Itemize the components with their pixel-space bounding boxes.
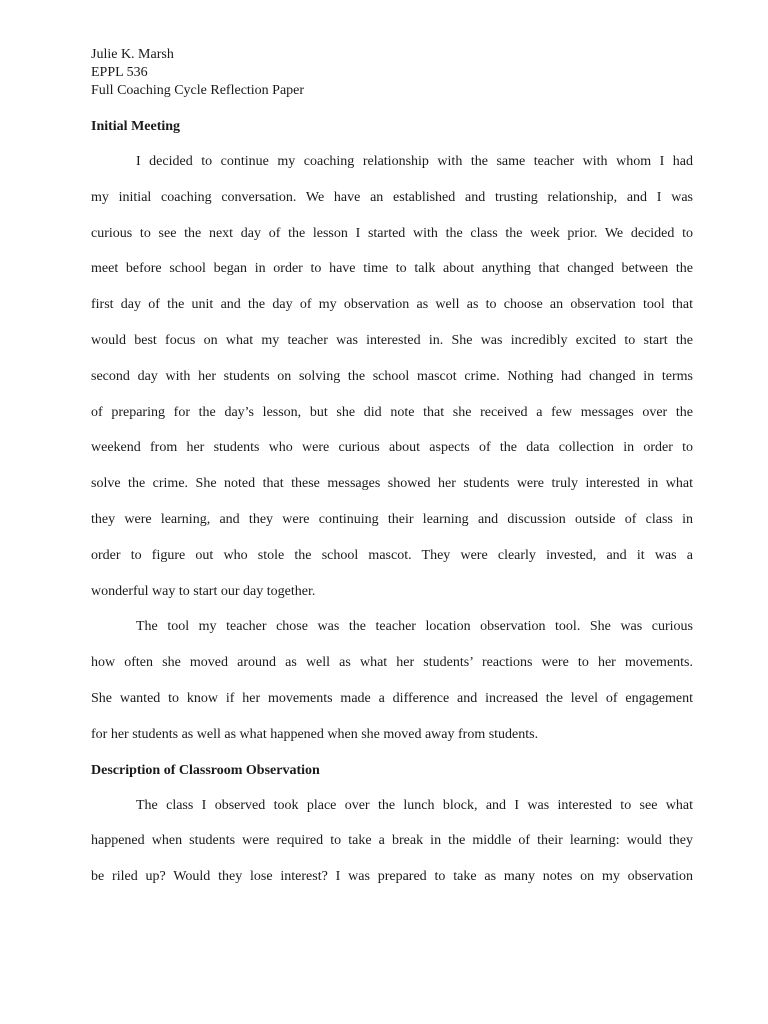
course-code: EPPL 536 <box>91 65 148 80</box>
text-line: wonderful way to start our day together. <box>91 583 316 599</box>
paragraph <box>91 788 693 895</box>
text-line: my initial coaching conversation. We have an established and trusting relationship, and I was <box>91 189 693 205</box>
text-line: I decided to continue my coaching relationship with the same teacher with whom I had <box>136 154 693 169</box>
text-line: The class I observed took place over the lunch block, and I was interested to see what <box>136 797 693 813</box>
text-line: weekend from her students who were curious about aspects of the data collection in order to <box>91 440 693 456</box>
text-line: solve the crime. She noted that these messages showed her students were truly interested in what <box>91 476 693 492</box>
author-name: Julie K. Marsh <box>91 47 174 62</box>
text-line: be riled up? Would they lose interest? I was prepared to take as many notes on my observation <box>91 869 693 885</box>
text-line: She wanted to know if her movements made a difference and increased the level of engagement <box>91 690 693 706</box>
document-page <box>91 46 693 895</box>
paper-title: Full Coaching Cycle Reflection Paper <box>91 83 305 98</box>
text-line: happened when students were required to take a break in the middle of their learning: would they <box>91 833 693 849</box>
text-line: how often she moved around as well as what her students’ reactions were to her movements. <box>91 655 693 671</box>
section-heading-initial-meeting: Initial Meeting <box>91 119 181 134</box>
text-line: they were learning, and they were continuing their learning and discussion outside of class in <box>91 511 693 527</box>
text-line: meet before school began in order to have time to talk about anything that changed between the <box>91 261 693 277</box>
text-line: The tool my teacher chose was the teacher location observation tool. She was curious <box>136 619 693 635</box>
text-line: first day of the unit and the day of my observation as well as to choose an observation tool that <box>91 297 693 313</box>
section-heading-classroom-observation: Description of Classroom Observation <box>91 762 320 778</box>
text-line: would best focus on what my teacher was interested in. She was incredibly excited to start the <box>91 332 693 348</box>
text-line: of preparing for the day’s lesson, but she did note that she received a few messages over the <box>91 404 693 420</box>
text-line: second day with her students on solving the school mascot crime. Nothing had changed in terms <box>91 368 693 384</box>
paragraph <box>91 609 693 752</box>
text-line: order to figure out who stole the school mascot. They were clearly invested, and it was a <box>91 547 693 563</box>
text-line: curious to see the next day of the lesson I started with the class the week prior. We decided to <box>91 225 693 241</box>
paragraph <box>91 144 693 609</box>
text-line: for her students as well as what happened when she moved away from students. <box>91 726 539 742</box>
